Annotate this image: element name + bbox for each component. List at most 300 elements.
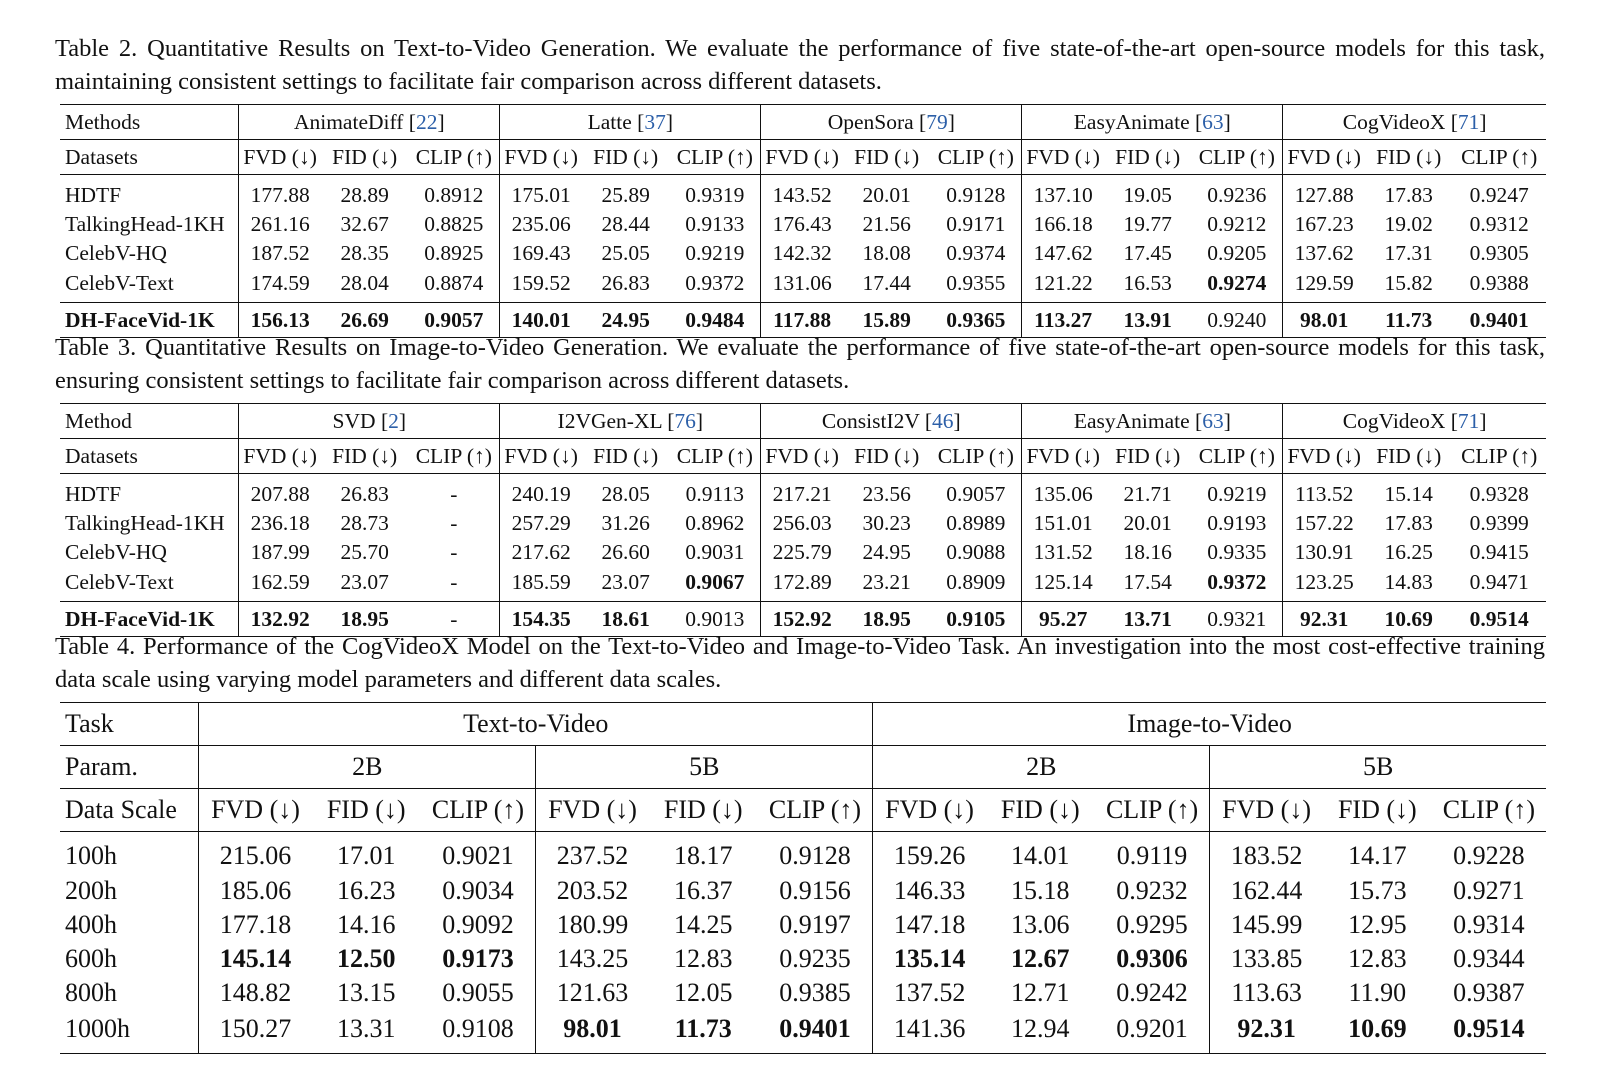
table4-row [60,874,1546,908]
table2-metric-4-2: CLIP (↑) [1461,144,1538,169]
table2-cell: 137.62 [1294,241,1354,265]
table4-cell: 0.9385 [758,976,873,1010]
table2-row-label-header: Methods [60,105,239,140]
table2-model-0-name: AnimateDiff [293,109,404,134]
table3-cell: - [408,567,499,602]
table4-cell: 113.63 [1231,978,1302,1007]
table2-cell: 19.02 [1384,212,1433,236]
table4-metric-3-0: FVD (↓) [1222,795,1312,824]
table4-metric-0-2: CLIP (↑) [421,789,536,832]
table3-metric-4-0: FVD (↓) [1287,443,1361,468]
table4-cell: 17.01 [336,840,396,870]
table3-cell: 0.9193 [1191,509,1282,538]
table3-cell: 23.07 [340,569,389,594]
table2-model-3-cite: 63 [1202,109,1224,134]
table2-row [60,175,1546,211]
table3-cell: 125.14 [1033,569,1093,594]
table4-cell: 183.52 [1230,840,1303,870]
table2-model-3-name: EasyAnimate [1073,109,1190,134]
table2-cell: 0.8874 [408,268,499,303]
table3-model-0-cite: 2 [388,408,399,433]
table2-cell: 16.53 [1123,270,1172,295]
table4-cell: 12.83 [673,944,733,973]
table4-row-scale: 600h [60,942,199,976]
table2-cell: 0.9401 [1469,307,1529,332]
table4-cell: 0.9387 [1453,978,1525,1007]
table2-metric-2-1: FID (↓) [854,144,920,169]
table4-row [60,832,1546,875]
table2-cell: 127.88 [1294,182,1354,207]
table2-cell: 140.01 [511,307,571,332]
table3-model-2-cite: 46 [932,408,954,433]
table3-cell: 256.03 [772,511,832,535]
table2-metric-4-0: FVD (↓) [1287,144,1361,169]
table4-cell: 135.14 [893,944,966,973]
table4-cell: 13.06 [1011,910,1070,939]
table3-cell: 0.9219 [1191,474,1282,510]
table4-cell: 0.9344 [1453,944,1525,973]
table4-cell: 133.85 [1230,944,1303,973]
table4 [60,702,1546,1054]
table2-model-1-header: Latte [37] [500,105,761,140]
table2-cell: 32.67 [340,212,389,236]
table2-metric-0-2: CLIP (↑) [408,140,499,175]
table3-cell: 157.22 [1294,511,1354,535]
table4-cell: 0.9119 [1095,832,1210,875]
table3-cell: 95.27 [1038,606,1088,631]
table3-cell: 18.95 [340,606,389,631]
table3-cell: 26.83 [340,481,389,506]
table3-model-2-name: ConsistI2V [821,408,920,433]
table4-cell: 12.94 [1011,1013,1070,1043]
table2-cell: 0.9312 [1469,212,1529,236]
table4-cell: 177.18 [219,910,292,939]
table4-cell: 18.17 [673,840,733,870]
table2-metric-1-0: FVD (↓) [504,144,578,169]
table2-cell: 98.01 [1299,307,1349,332]
table4-param-2: 2B [873,746,1210,789]
table2-cell: 187.52 [250,241,310,265]
table2-model-0-header: AnimateDiff [22] [239,105,500,140]
table4-param-header-row [60,746,1546,789]
table3-cell: 152.92 [772,606,832,631]
table4-cell: 0.9295 [1095,908,1210,942]
table3-cell: 0.9399 [1469,511,1529,535]
table3-cell: - [408,538,499,567]
table4-cell: 0.9173 [421,942,536,976]
table2-metric-3-1: FID (↓) [1115,144,1181,169]
table2-cell: 0.9171 [930,210,1021,239]
table2-cell: 17.45 [1123,241,1172,265]
table3-cell: 23.56 [862,481,911,506]
table3-cell: 207.88 [250,481,310,506]
table4-metric-3-1: FID (↓) [1337,795,1417,824]
table3-cell: 20.01 [1123,511,1172,535]
table2-cell: 20.01 [862,182,911,207]
table3-cell: 26.60 [601,540,650,564]
table4-metric-2-2: CLIP (↑) [1095,789,1210,832]
table4-cell: 0.9108 [421,1010,536,1054]
table4-task-0: Text-to-Video [199,703,873,746]
table3-cell: 23.21 [862,569,911,594]
table3-row [60,567,1546,602]
table2-cell: 0.9240 [1191,303,1282,338]
table3-cell: 0.9415 [1469,540,1529,564]
table4-param-3: 5B [1362,752,1394,781]
table3-cell: 113.52 [1295,481,1354,506]
table4-cell: 0.9514 [1453,1013,1525,1043]
table2-cell: 0.9128 [930,175,1021,211]
table2-cell: 0.9355 [930,268,1021,303]
table2-cell: 121.22 [1033,270,1093,295]
table2-model-2-name: OpenSora [827,109,914,134]
table2-cell: 169.43 [511,241,571,265]
table4-cell: 0.9271 [1453,876,1525,905]
table4-cell: 0.9092 [421,908,536,942]
table3-cell: 0.9471 [1469,569,1529,594]
table4-cell: 0.9201 [1095,1010,1210,1054]
table3-metric-1-1: FID (↓) [593,443,659,468]
table2-cell: 129.59 [1294,270,1354,295]
table4-cell: 0.9034 [421,874,536,908]
table4-metric-0-0: FVD (↓) [211,795,300,824]
table3-cell: 217.62 [511,540,571,564]
table2-model-2-header: OpenSora [79] [761,105,1022,140]
table2-cell: 176.43 [772,212,832,236]
table4-row-scale: 400h [60,908,199,942]
table4-cell: 147.18 [893,910,966,939]
table2-cell: 0.9374 [930,239,1021,268]
table3-cell: 132.92 [250,606,310,631]
table3-row-label-header: Method [60,404,239,439]
table4-caption: Table 4. Performance of the CogVideoX Model on the Text-to-Video and Image-to-Video Task. An investigation into the most cost-effective training data scale using varying model parameters and different data scales. [55,633,1545,693]
table3-metric-2-0: FVD (↓) [765,443,839,468]
table4-metric-3-2: CLIP (↑) [1442,795,1535,824]
table3-cell: 17.83 [1384,511,1433,535]
table2-cell: 15.89 [862,307,911,332]
table4-cell: 13.31 [336,1013,396,1043]
table3-cell: 0.9113 [669,474,760,510]
table4-cell: 143.25 [556,944,629,973]
table2-cell: 24.95 [601,307,650,332]
table3-cell: 162.59 [250,569,310,594]
table2-cell: 28.44 [601,212,650,236]
table3-cell: 131.52 [1033,540,1093,564]
table2-dataset-header: Datasets [60,140,239,175]
table2-cell: 0.9247 [1469,182,1529,207]
table2-cell: 17.83 [1384,182,1433,207]
table4-scale-header: Data Scale [60,789,199,832]
table3-cell: 130.91 [1294,540,1354,564]
table3-cell: 135.06 [1033,481,1093,506]
table4-cell: 0.9401 [758,1010,873,1054]
table2-metric-3-2: CLIP (↑) [1191,140,1282,175]
table3-cell: 30.23 [862,511,911,535]
table4-cell: 0.9055 [421,976,536,1010]
table3-cell: 0.9067 [669,567,760,602]
table4-cell: 141.36 [893,1013,966,1043]
table2-row [60,268,1546,303]
table2 [60,104,1546,338]
table3-model-3-cite: 63 [1202,408,1224,433]
table3-cell: 0.9105 [930,602,1021,637]
table2-metric-0-0: FVD (↓) [243,144,317,169]
table2-cell: 174.59 [250,270,310,295]
table4-metric-2-1: FID (↓) [1000,795,1080,824]
table3-cell: 123.25 [1294,569,1354,594]
table2-model-1-cite: 37 [644,109,666,134]
table2-cell: 19.05 [1123,182,1172,207]
table2-cell: 261.16 [250,212,310,236]
table3-metric-1-0: FVD (↓) [504,443,578,468]
table3-cell: 0.9057 [930,474,1021,510]
table2-model-4-header: CogVideoX [71] [1342,109,1487,134]
table3-cell: 24.95 [862,540,911,564]
table4-metric-2-0: FVD (↓) [885,795,974,824]
table2-cell: 28.89 [340,182,389,207]
table3-caption: Table 3. Quantitative Results on Image-to-Video Generation. We evaluate the performance of five state-of-the-art open-source models for this task, ensuring consistent settings to facilitate fair comparison across different datasets. [55,334,1545,394]
table4-task-header: Task [60,703,199,746]
table4-metric-1-2: CLIP (↑) [758,789,873,832]
table2-row-dataset: HDTF [60,175,239,211]
table3-model-4-name: CogVideoX [1342,408,1446,433]
table4-cell: 121.63 [556,978,629,1007]
table4-cell: 185.06 [219,876,292,905]
table2-cell: 28.04 [340,270,389,295]
table2-metric-4-1: FID (↓) [1376,144,1442,169]
table3-row [60,538,1546,567]
table3-row [60,509,1546,538]
table2-cell: 0.9274 [1191,268,1282,303]
table4-cell: 145.14 [219,944,292,973]
table4-metric-1-1: FID (↓) [663,795,743,824]
table4-cell: 0.9314 [1453,910,1525,939]
table3-metric-header-row [60,439,1546,474]
table2-cell: 13.91 [1123,307,1172,332]
table3-model-4-header: CogVideoX [71] [1342,408,1487,433]
table3-cell: 240.19 [511,481,571,506]
table3-cell: 187.99 [250,540,310,564]
table3-metric-4-2: CLIP (↑) [1461,443,1538,468]
table3-cell: 151.01 [1033,511,1093,535]
table2-cell: 0.9236 [1191,175,1282,211]
table4-cell: 0.9235 [758,942,873,976]
table2-metric-2-0: FVD (↓) [765,144,839,169]
table3-cell: 18.61 [601,606,650,631]
table2-cell: 113.27 [1034,307,1093,332]
table2-cell: 0.9133 [669,210,760,239]
table3-cell: 0.9031 [669,538,760,567]
table2-cell: 11.73 [1385,307,1433,332]
table2-cell: 166.18 [1033,212,1093,236]
table3-cell: 23.07 [601,569,650,594]
table3-model-2-header: ConsistI2V [46] [761,404,1022,439]
table2-cell: 28.35 [340,241,389,265]
table4-cell: 15.18 [1011,876,1070,905]
table2-cell: 156.13 [250,307,310,332]
table4-param-1: 5B [536,746,873,789]
table3-cell: 0.9321 [1191,602,1282,637]
table3-cell: 18.16 [1123,540,1172,564]
table4-metric-1-0: FVD (↓) [548,795,637,824]
table4-row [60,942,1546,976]
table4-cell: 14.25 [673,910,733,939]
table2-cell: 0.9305 [1469,241,1529,265]
table3-cell: 25.70 [340,540,389,564]
table4-cell: 203.52 [556,876,629,905]
table2-cell: 0.8825 [408,210,499,239]
table2-metric-1-2: CLIP (↑) [669,140,760,175]
table3-cell: 92.31 [1300,606,1349,631]
table2-model-2-cite: 79 [926,109,948,134]
table3-cell: - [408,602,499,637]
table2-cell: 26.83 [601,270,650,295]
table3-cell: 225.79 [772,540,832,564]
table3-cell: 236.18 [250,511,310,535]
table4-param-0: 2B [199,746,536,789]
table4-cell: 14.16 [336,910,396,939]
table3-model-0-header: SVD [2] [239,404,500,439]
table3-metric-3-0: FVD (↓) [1026,443,1100,468]
table2-cell: 235.06 [511,212,571,236]
table3-cell: 10.69 [1384,606,1433,631]
table2-cell: 0.9365 [930,303,1021,338]
table4-cell: 0.9128 [758,832,873,875]
table4-cell: 159.26 [893,840,966,870]
table4-cell: 0.9306 [1095,942,1210,976]
table4-cell: 148.82 [219,978,292,1007]
table2-cell: 0.8912 [408,175,499,211]
table2-cell: 143.52 [772,182,832,207]
table2-cell: 137.10 [1033,182,1093,207]
table2-cell: 142.32 [772,241,832,265]
table3-cell: 31.26 [601,511,650,535]
table3-cell: 17.54 [1123,569,1172,594]
table2-cell: 175.01 [511,182,571,207]
table3-cell: 172.89 [772,569,832,594]
table4-metric-header-row [60,789,1546,832]
table3-cell: 28.05 [601,481,650,506]
table4-row-scale: 800h [60,976,199,1010]
table3-cell: 0.9372 [1191,567,1282,602]
table3-metric-4-1: FID (↓) [1376,443,1442,468]
table3-metric-3-1: FID (↓) [1115,443,1181,468]
table3-cell: 13.71 [1123,606,1172,631]
table2-cell: 177.88 [250,182,310,207]
table3-row-dataset: CelebV-HQ [60,538,239,567]
table4-cell: 137.52 [893,978,966,1007]
table4-metric-0-1: FID (↓) [326,795,406,824]
table4-cell: 0.9242 [1095,976,1210,1010]
table3-metric-2-1: FID (↓) [854,443,920,468]
table2-row [60,210,1546,239]
table4-cell: 237.52 [556,840,629,870]
table2-model-1-name: Latte [587,109,632,134]
table4-cell: 92.31 [1237,1013,1296,1043]
table3-cell: 14.83 [1384,569,1433,594]
table3-model-header-row [60,404,1546,439]
table3-cell: 0.8989 [930,509,1021,538]
table2-model-0-cite: 22 [415,109,438,134]
table3-cell: 28.73 [340,511,389,535]
table2-cell: 18.08 [862,241,911,265]
table4-cell: 12.83 [1348,944,1407,973]
table4-task-header-row [60,703,1546,746]
table3-model-0-name: SVD [332,408,376,433]
table3-row [60,474,1546,510]
table3-cell: 0.9335 [1191,538,1282,567]
table4-row [60,1010,1546,1054]
table4-cell: 13.15 [336,978,396,1007]
table2-cell: 167.23 [1294,212,1354,236]
table2-row-dataset: TalkingHead-1KH [60,210,239,239]
table3-model-3-name: EasyAnimate [1073,408,1190,433]
table3-dataset-header: Datasets [60,439,239,474]
table4-cell: 12.50 [336,944,396,973]
table4-cell: 15.73 [1348,876,1407,905]
table2-cell: 25.05 [601,241,650,265]
table3-model-3-header: EasyAnimate [63] [1022,404,1283,439]
table2-model-3-header: EasyAnimate [63] [1022,105,1283,140]
table4-cell: 11.90 [1348,978,1407,1007]
table3-cell: 0.8909 [930,567,1021,602]
table4-cell: 11.73 [674,1013,732,1043]
table4-cell: 145.99 [1230,910,1303,939]
table2-metric-header-row [60,140,1546,175]
table2-cell: 0.9319 [669,175,760,211]
table2-row-dataset: CelebV-HQ [60,239,239,268]
table4-cell: 0.9156 [758,874,873,908]
table2-model-4-name: CogVideoX [1342,109,1446,134]
table4-cell: 98.01 [563,1013,622,1043]
table2-row-dataset: DH-FaceVid-1K [60,303,239,338]
table2-metric-0-1: FID (↓) [332,144,398,169]
table2-caption: Table 2. Quantitative Results on Text-to-Video Generation. We evaluate the performance of five state-of-the-art open-source models for this task, maintaining consistent settings to facilitate fair comparison across different datasets. [55,35,1545,95]
table4-cell: 0.9228 [1453,840,1525,870]
table3-cell: 185.59 [511,569,571,594]
table4-cell: 180.99 [556,910,629,939]
table3-model-4-cite: 71 [1457,408,1480,433]
table3-row-dataset: CelebV-Text [60,567,239,602]
table3-cell: 0.9514 [1469,606,1529,631]
table3-model-1-cite: 76 [674,408,696,433]
table3-cell: 15.14 [1384,481,1433,506]
table2-metric-3-0: FVD (↓) [1026,144,1100,169]
table4-cell: 150.27 [219,1013,292,1043]
table2-cell: 0.9205 [1191,239,1282,268]
table2-cell: 15.82 [1384,270,1433,295]
table2-cell: 19.77 [1123,212,1172,236]
table2-cell: 0.8925 [408,239,499,268]
table2-cell: 159.52 [511,270,571,295]
table3-metric-0-0: FVD (↓) [243,443,317,468]
table3-cell: 0.8962 [669,509,760,538]
table3-cell: 0.9328 [1469,481,1529,506]
table4-cell: 14.17 [1348,840,1407,870]
table4-cell: 215.06 [219,840,292,870]
table2-model-header-row [60,105,1546,140]
table2-cell: 131.06 [772,270,832,295]
table4-cell: 0.9197 [758,908,873,942]
table3-cell: 18.95 [862,606,911,631]
table2-metric-2-2: CLIP (↑) [930,140,1021,175]
table4-cell: 0.9232 [1095,874,1210,908]
table2-cell: 17.31 [1384,241,1433,265]
table3-cell: - [408,474,499,510]
table2-cell: 0.9484 [669,303,760,338]
table3-model-1-name: I2VGen-XL [557,408,662,433]
table3-row-dataset: TalkingHead-1KH [60,509,239,538]
